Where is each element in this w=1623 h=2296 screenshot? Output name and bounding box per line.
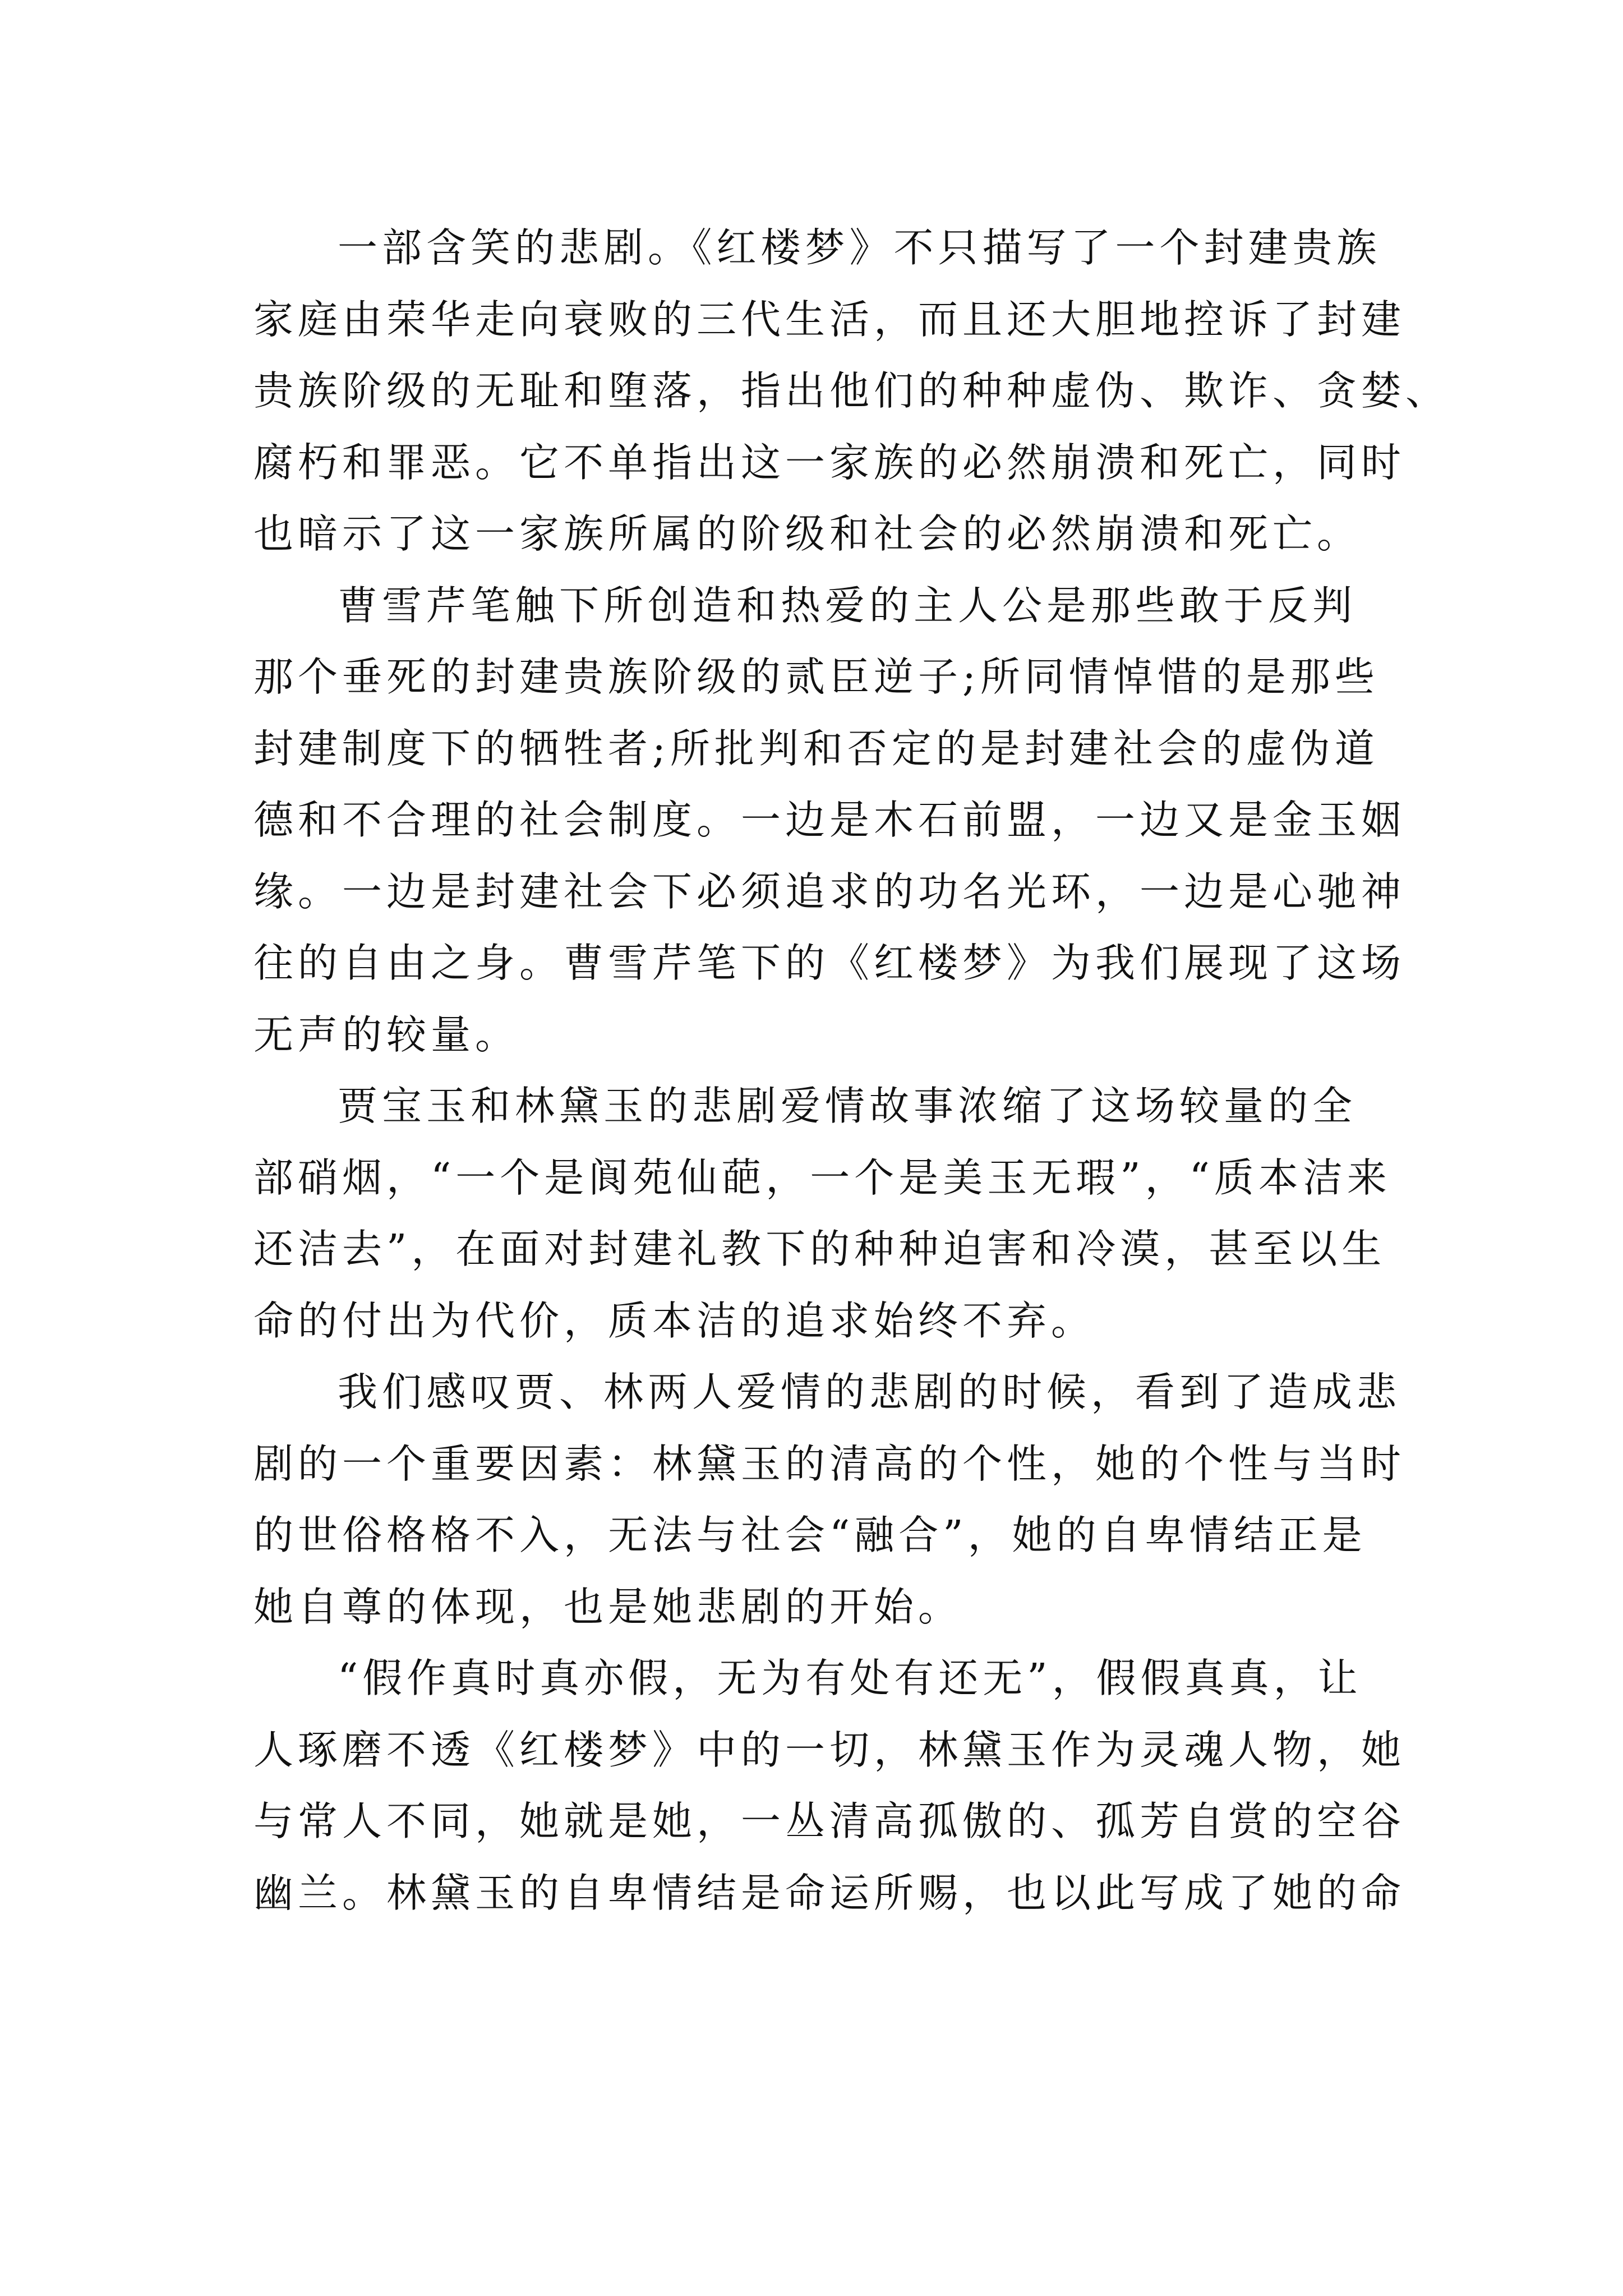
text-line: 往的自由之身。曹雪芹笔下的《红楼梦》为我们展现了这场 [253, 940, 1406, 986]
paragraph-3 [253, 1070, 1392, 1356]
text-line: 与常人不同，她就是她，一丛清高孤傲的、孤芳自赏的空谷 [253, 1798, 1406, 1844]
text-line: 那个垂死的封建贵族阶级的贰臣逆子;所同情悼惜的是那些 [253, 654, 1379, 700]
text-line: 她自尊的体现，也是她悲剧的开始。 [253, 1583, 963, 1630]
paragraph-1 [253, 212, 1450, 570]
text-line: 我们感叹贾、林两人爱情的悲剧的时候，看到了造成悲 [338, 1369, 1401, 1415]
text-line: 贾宝玉和林黛玉的悲剧爱情故事浓缩了这场较量的全 [338, 1083, 1357, 1129]
text-line: 还洁去”，在面对封建礼教下的种种迫害和冷漠，甚至以生 [253, 1226, 1386, 1272]
text-line: 贵族阶级的无耻和堕落，指出他们的种种虚伪、欺诈、贪婪、 [253, 367, 1450, 414]
text-line: 的世俗格格不入，无法与社会“融合”，她的自卑情结正是 [253, 1512, 1367, 1558]
text-line: 德和不合理的社会制度。一边是木石前盟，一边又是金玉姻 [253, 797, 1406, 843]
text-line: 也暗示了这一家族所属的阶级和社会的必然崩溃和死亡。 [253, 510, 1362, 557]
paragraph-2 [253, 570, 1406, 1071]
text-line: 家庭由荣华走向衰败的三代生活，而且还大胆地控诉了封建 [253, 296, 1406, 343]
text-line: “假作真时真亦假，无为有处有还无”，假假真真，让 [338, 1655, 1362, 1701]
document-body [253, 212, 1450, 1929]
text-line: 命的付出为代价，质本洁的追求始终不弃。 [253, 1297, 1096, 1344]
text-line: 腐朽和罪恶。它不单指出这一家族的必然崩溃和死亡，同时 [253, 439, 1406, 486]
paragraph-4 [253, 1356, 1406, 1642]
text-line: 幽兰。林黛玉的自卑情结是命运所赐，也以此写成了她的命 [253, 1869, 1406, 1916]
paragraph-5 [253, 1642, 1406, 1929]
text-line: 无声的较量。 [253, 1011, 520, 1058]
text-line: 一部含笑的悲剧。《红楼梦》不只描写了一个封建贵族 [338, 224, 1381, 271]
text-line: 剧的一个重要因素：林黛玉的清高的个性，她的个性与当时 [253, 1440, 1406, 1487]
text-line: 人琢磨不透《红楼梦》中的一切，林黛玉作为灵魂人物，她 [253, 1726, 1406, 1773]
text-line: 缘。一边是封建社会下必须追求的功名光环，一边是心驰神 [253, 868, 1406, 915]
text-line: 曹雪芹笔触下所创造和热爱的主人公是那些敢于反判 [338, 582, 1357, 629]
text-line: 封建制度下的牺牲者;所批判和否定的是封建社会的虚伪道 [253, 725, 1379, 772]
text-line: 部硝烟，“一个是阆苑仙葩，一个是美玉无瑕”，“质本洁来 [253, 1154, 1391, 1201]
